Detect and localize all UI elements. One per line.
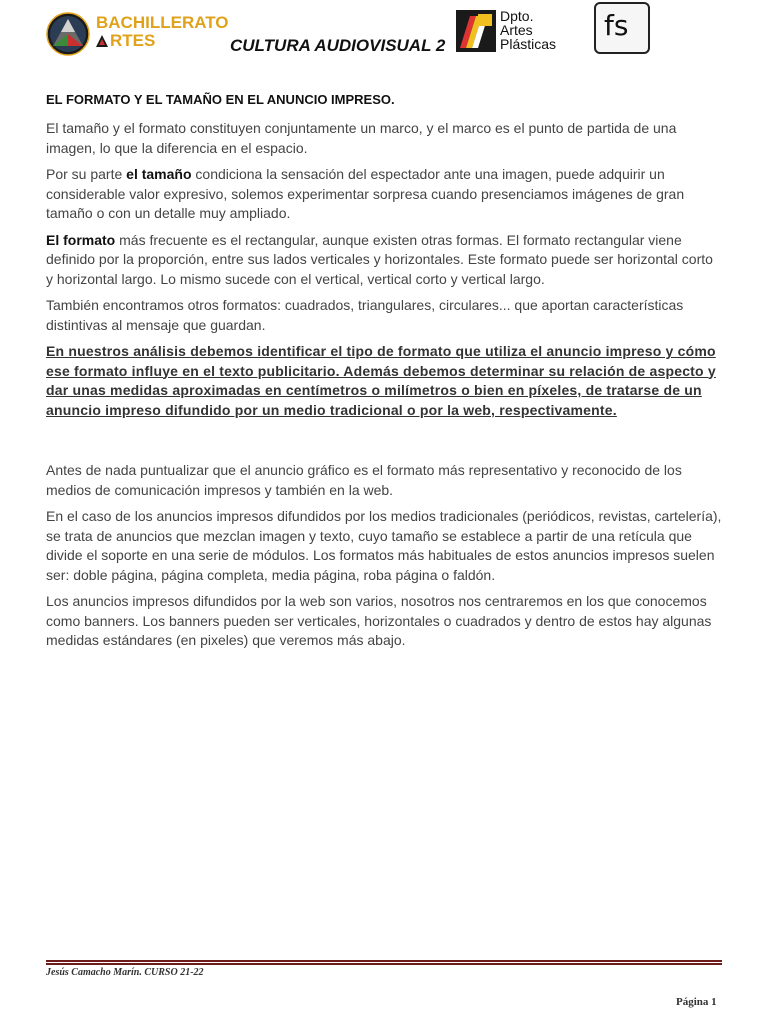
dpto-line1: Dpto.	[500, 8, 534, 24]
bachillerato-logo-icon	[45, 12, 91, 56]
footer-rule	[46, 960, 722, 966]
important-note: En nuestros análisis debemos identificar el tipo de formato que utiliza el anuncio impreso y cómo ese formato influye en el texto publicitario. Además debemos determinar su relación de aspecto y dar unas medidas aproximadas en centímetros o milímetros o bien en píxeles, de tratarse de un anuncio impreso difundido por un medio tradicional o por la web, respectivamente.	[46, 343, 716, 418]
fs-logo	[594, 2, 650, 54]
term-tamano: el tamaño	[126, 166, 192, 182]
spacer	[46, 427, 722, 461]
dpto-title	[500, 9, 556, 51]
section-heading: EL FORMATO Y EL TAMAÑO EN EL ANUNCIO IMPRESO.	[46, 92, 395, 107]
artes-a-icon	[96, 35, 108, 47]
dpto-line2: Artes	[500, 22, 533, 38]
footer-author: Jesús Camacho Marín. CURSO 21-22	[46, 967, 204, 978]
page-header	[0, 0, 768, 80]
paragraph-6: Antes de nada puntualizar que el anuncio gráfico es el formato más representativo y reconocido de los medios de comunicación impresos y también en la web.	[46, 462, 682, 498]
dpto-logo-icon	[456, 10, 496, 52]
bachillerato-line2: RTES	[96, 32, 229, 50]
paragraph-3: El formato más frecuente es el rectangular, aunque existen otras formas. El formato rectangular viene definido por la proporción, entre sus lados verticales y horizontales. Este formato puede ser horizontal corto y horizontal largo. Lo mismo sucede con el vertical, vertical corto y vertical largo.	[46, 231, 713, 287]
paragraph-2: Por su parte el tamaño condiciona la sensación del espectador ante una imagen, puede adquirir un considerable valor expresivo, solemos experimentar sorpresa cuando presenciamos imágenes de gran tamaño o con un detalle muy ampliado.	[46, 166, 685, 221]
dpto-line3: Plásticas	[500, 36, 557, 52]
fs-logo-text: fs	[604, 9, 629, 42]
bachillerato-title	[96, 14, 229, 50]
paragraph-4: También encontramos otros formatos: cuadrados, triangulares, circulares... que aportan características distintivas al mensaje que guardan.	[46, 297, 684, 333]
paragraph-1: El tamaño y el formato constituyen conjuntamente un marco, y el marco es el punto de partida de una imagen, lo que la diferencia en el espacio.	[46, 120, 677, 156]
subject-title: CULTURA AUDIOVISUAL 2	[230, 36, 446, 55]
paragraph-7: En el caso de los anuncios impresos difundidos por los medios tradicionales (periódicos, revistas, cartelería), se trata de anuncios que mezclan imagen y texto, cuyo tamaño se establece a partir de una retícula que divide el soporte en una serie de módulos. Los formatos más habituales de estos anuncios impresos suelen ser: doble página, página completa, media página, roba página o faldón.	[46, 508, 722, 583]
term-formato: El formato	[46, 231, 116, 248]
document-body	[46, 88, 722, 658]
page-number: Página 1	[676, 996, 717, 1008]
paragraph-8: Los anuncios impresos difundidos por la web son varios, nosotros nos centraremos en los que conocemos como banners. Los banners pueden ser verticales, horizontales o cuadrados y dentro de estos hay algunas medidas estándares (en pixeles) que veremos más abajo.	[46, 593, 712, 648]
bachillerato-line1: BACHILLERATO	[96, 13, 229, 32]
